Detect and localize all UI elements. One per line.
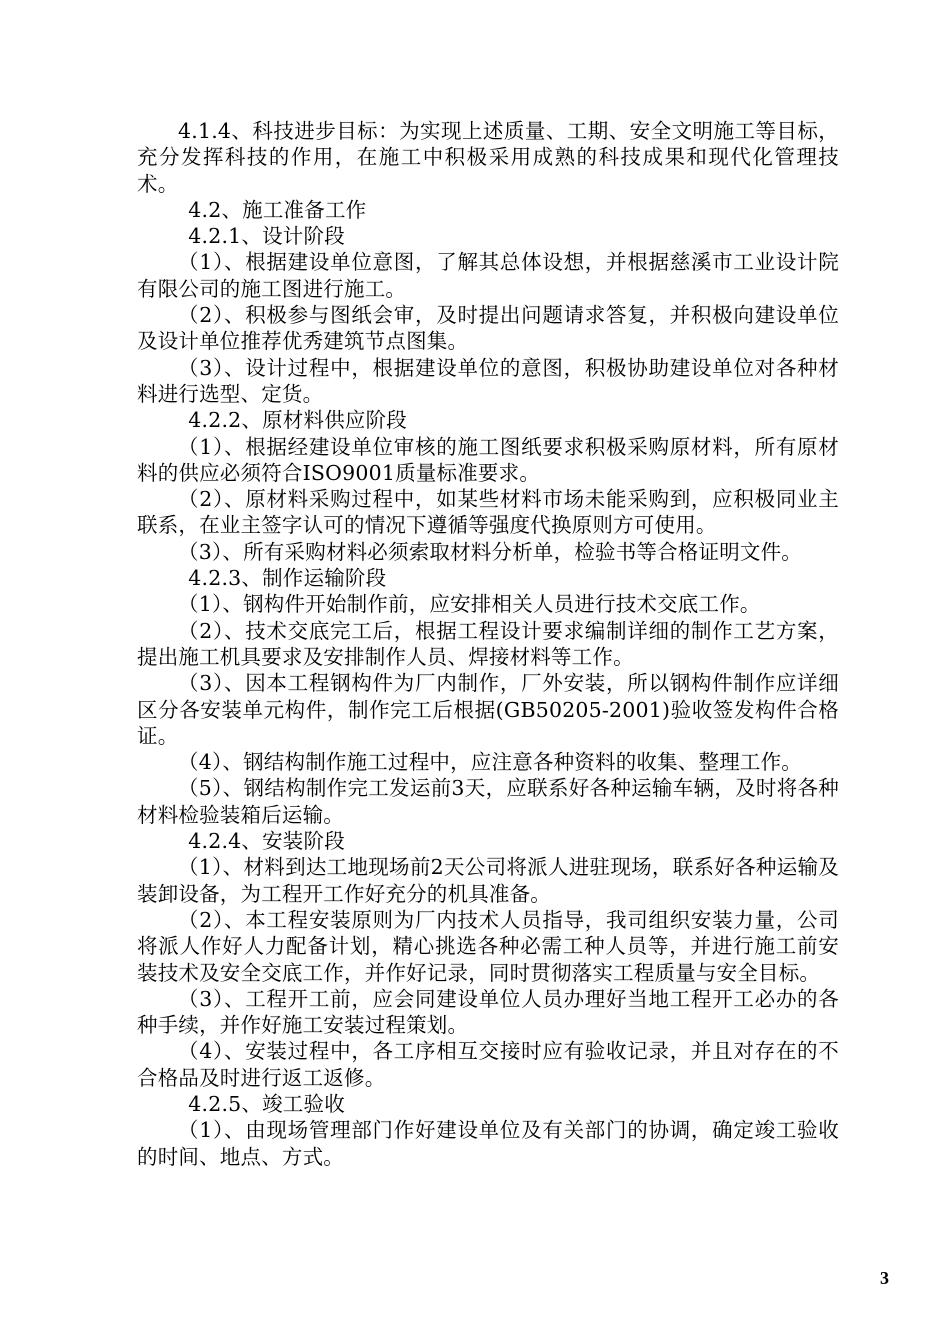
paragraph: （1）、材料到达工地现场前2天公司将派人进驻现场，联系好各种运输及装卸设备，为工程开工作好充分的机具准备。 bbox=[137, 855, 839, 906]
page-number: 3 bbox=[880, 1268, 889, 1288]
paragraph: （2）、积极参与图纸会审，及时提出问题请求答复，并积极向建设单位及设计单位推荐优秀建筑节点图集。 bbox=[137, 303, 839, 354]
paragraph: （3）、设计过程中，根据建设单位的意图，积极协助建设单位对各种材料进行选型、定货。 bbox=[137, 355, 839, 406]
paragraph: （4）、安装过程中，各工序相互交接时应有验收记录，并且对存在的不合格品及时进行返工返修。 bbox=[137, 1039, 839, 1090]
paragraph: 4.1.4、科技进步目标：为实现上述质量、工期、安全文明施工等目标，充分发挥科技的作用，在施工中积极采用成熟的科技成果和现代化管理技术。 bbox=[137, 119, 839, 196]
paragraph: （5）、钢结构制作完工发运前3天，应联系好各种运输车辆，及时将各种材料检验装箱后运输。 bbox=[137, 776, 839, 827]
paragraph: （2）、本工程安装原则为厂内技术人员指导，我司组织安装力量，公司将派人作好人力配备计划，精心挑选各种必需工种人员等，并进行施工前安装技术及安全交底工作，并作好记录，同时贯彻落实工程质量与安全目标。 bbox=[137, 907, 839, 985]
paragraph: （3）、所有采购材料必须索取材料分析单，检验书等合格证明文件。 bbox=[178, 539, 802, 564]
paragraph: （1）、由现场管理部门作好建设单位及有关部门的协调，确定竣工验收的时间、地点、方式。 bbox=[137, 1118, 839, 1169]
section-heading: 4.2.2、原材料供应阶段 bbox=[188, 408, 408, 433]
paragraph: （1）、根据经建设单位审核的施工图纸要求积极采购原材料，所有原材料的供应必须符合ISO9001质量标准要求。 bbox=[137, 434, 839, 485]
document-body bbox=[137, 118, 839, 1170]
section-heading: 4.2.3、制作运输阶段 bbox=[188, 566, 387, 591]
paragraph: （2）、原材料采购过程中，如某些材料市场未能采购到，应积极同业主联系，在业主签字认可的情况下遵循等强度代换原则方可使用。 bbox=[137, 487, 839, 538]
section-heading: 4.2.5、竣工验收 bbox=[188, 1091, 345, 1116]
paragraph: （4）、钢结构制作施工过程中，应注意各种资料的收集、整理工作。 bbox=[178, 750, 802, 775]
paragraph: （1）、根据建设单位意图，了解其总体设想，并根据慈溪市工业设计院有限公司的施工图进行施工。 bbox=[137, 250, 839, 301]
paragraph: （2）、技术交底完工后，根据工程设计要求编制详细的制作工艺方案，提出施工机具要求及安排制作人员、焊接材料等工作。 bbox=[137, 618, 839, 669]
paragraph: （1）、钢构件开始制作前，应安排相关人员进行技术交底工作。 bbox=[178, 592, 761, 617]
section-heading: 4.2.1、设计阶段 bbox=[188, 224, 345, 249]
section-heading: 4.2、施工准备工作 bbox=[188, 197, 367, 222]
paragraph: （3）、工程开工前，应会同建设单位人员办理好当地工程开工必办的各种手续，并作好施工安装过程策划。 bbox=[137, 986, 839, 1038]
section-heading: 4.2.4、安装阶段 bbox=[188, 829, 345, 854]
paragraph: （3）、因本工程钢构件为厂内制作，厂外安装，所以钢构件制作应详细区分各安装单元构件，制作完工后根据(GB50205-2001)验收签发构件合格证。 bbox=[137, 671, 839, 748]
